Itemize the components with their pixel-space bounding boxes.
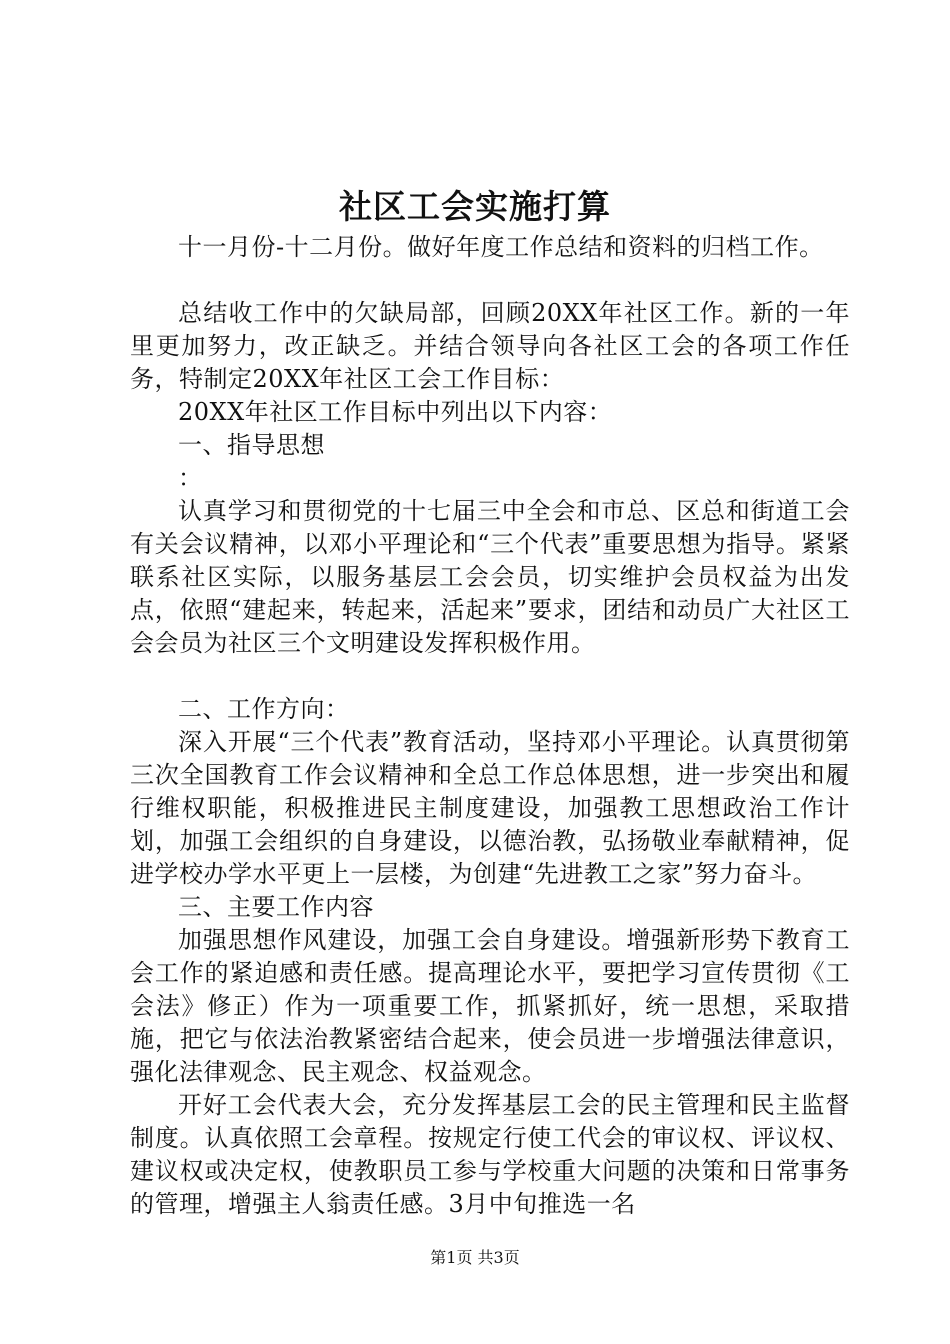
section-heading-1: 一、指导思想 [178, 431, 325, 459]
section-heading-2: 二、工作方向： [178, 695, 350, 723]
paragraph-1: 十一月份-十二月份。做好年度工作总结和资料的归档工作。 [178, 233, 824, 261]
section-heading-3: 三、主要工作内容 [178, 893, 374, 921]
paragraph-7: 开好工会代表大会，充分发挥基层工会的民主管理和民主监督制度。认真依照工会章程。按规定行使工代会的审议权、评议权、建议权或决定权，使教职员工参与学校重大问题的决策和日常事务的管理，增强主人翁责任感。3月中旬推选一名 [130, 1091, 850, 1218]
paragraph-colon: ： [178, 464, 203, 492]
paragraph-5: 深入开展“三个代表”教育活动，坚持邓小平理论。认真贯彻第三次全国教育工作会议精神和全总工作总体思想，进一步突出和履行维权职能，积极推进民主制度建设，加强教工思想政治工作计划，加强工会组织的自身建设，以德治教，弘扬敬业奉献精神，促进学校办学水平更上一层楼，为创建“先进教工之家”努力奋斗。 [130, 728, 850, 888]
page-number-footer: 第1页 共3页 [430, 1248, 520, 1267]
paragraph-3: 20XX年社区工作目标中列出以下内容： [178, 398, 613, 426]
paragraph-2: 总结收工作中的欠缺局部，回顾20XX年社区工作。新的一年里更加努力，改正缺乏。并结合领导向各社区工会的各项工作任务，特制定20XX年社区工会工作目标： [130, 299, 850, 393]
document-body [130, 207, 850, 1221]
document-title: 社区工会实施打算 [339, 187, 611, 226]
paragraph-4: 认真学习和贯彻党的十七届三中全会和市总、区总和街道工会有关会议精神，以邓小平理论和“三个代表”重要思想为指导。紧紧联系社区实际，以服务基层工会会员，切实维护会员权益为出发点，依照“建起来，转起来，活起来”要求，团结和动员广大社区工会会员为社区三个文明建设发挥积极作用。 [130, 497, 850, 657]
paragraph-6: 加强思想作风建设，加强工会自身建设。增强新形势下教育工会工作的紧迫感和责任感。提高理论水平，要把学习宣传贯彻《工会法》修正）作为一项重要工作，抓紧抓好，统一思想，采取措施，把它与依法治教紧密结合起来，使会员进一步增强法律意识，强化法律观念、民主观念、权益观念。 [130, 926, 850, 1086]
